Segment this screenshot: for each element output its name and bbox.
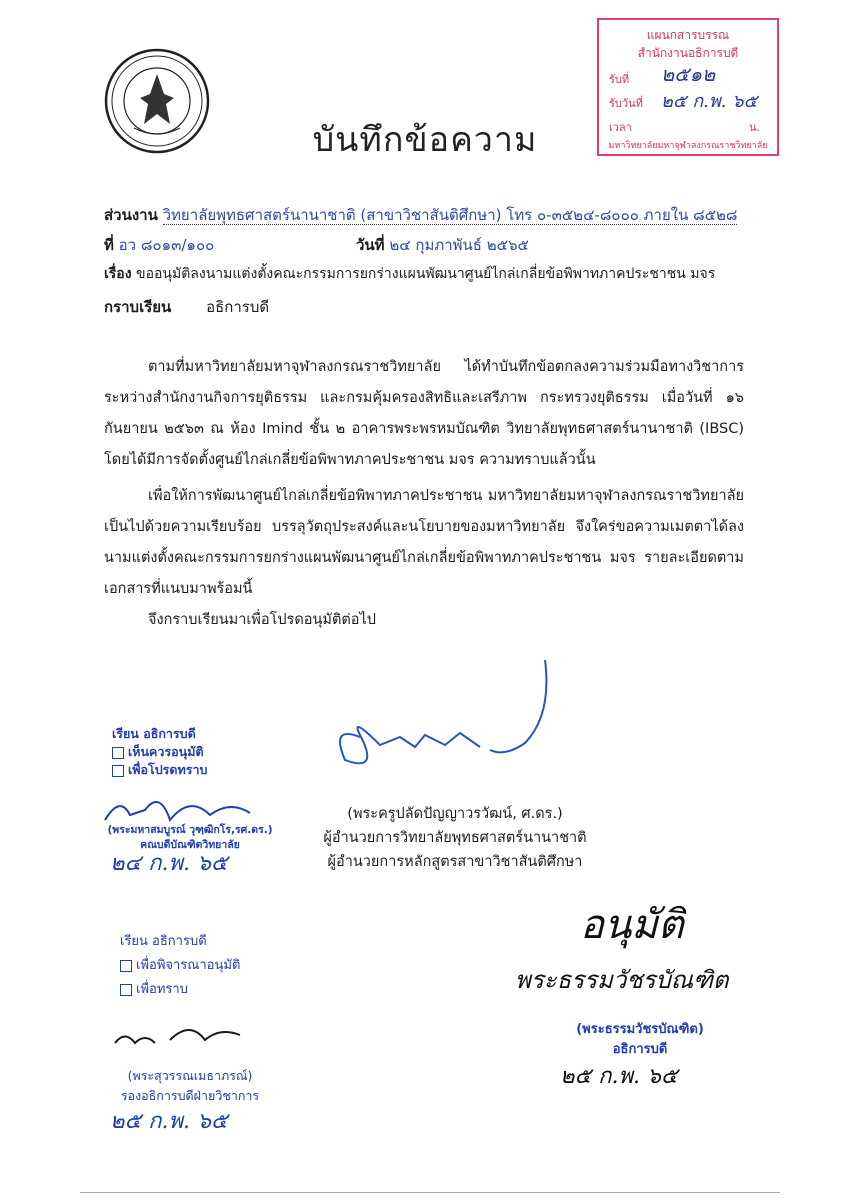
rector-name-block xyxy=(540,1020,740,1060)
vp-name-block xyxy=(100,1066,280,1106)
checkbox-icon xyxy=(120,984,132,996)
stamp-footer: มหาวิทยาลัยมหาจุฬาลงกรณราชวิทยาลัย xyxy=(608,141,768,151)
director-name: (พระครูปลัดปัญญาวรวัฒน์, ศ.ดร.) xyxy=(347,806,563,822)
vp-position: รองอธิการบดีฝ่ายวิชาการ xyxy=(120,1088,260,1103)
unit-line xyxy=(104,203,744,227)
subject-label: เรื่อง xyxy=(104,266,132,282)
dean-stamp xyxy=(112,725,292,779)
body-paragraph-1: ตามที่มหาวิทยาลัยมหาจุฬาลงกรณราชวิทยาลัย ได้ทำบันทึกข้อตกลงความร่วมมือทางวิชาการระหว่างสำนักงานกิจการยุติธรรม และกรมคุ้มครองสิทธิและเสรีภาพ กระทรวงยุติธรรม เมื่อวันที่ ๑๖ กันยายน ๒๕๖๓ ณ ห้อง Imind ชั้น ๒ อาคารพระพรหมบัณฑิต วิทยาลัยพุทธศาสตร์นานาชาติ (IBSC) โดยได้มีการจัดตั้งศูนย์ไกล่เกลี่ยข้อพิพาทภาคประชาชน มจร ความทราบแล้วนั้น xyxy=(104,359,744,468)
date-label: วันที่ xyxy=(356,236,385,254)
stamp-no-label: รับที่ xyxy=(609,73,630,86)
vp-stamp-opt2: เพื่อทราบ xyxy=(136,982,188,997)
body-paragraph-2: เพื่อให้การพัฒนาศูนย์ไกล่เกลี่ยข้อพิพาทภาคประชาชน มหาวิทยาลัยมหาจุฬาลงกรณราชวิทยาลัย เป็นไปด้วยความเรียบร้อย บรรลุวัตถุประสงค์และนโยบายของมหาวิทยาลัย จึงใคร่ขอความเมตตาได้ลงนามแต่งตั้งคณะกรรมการยกร่างแผนพัฒนาศูนย์ไกล่เกลี่ยข้อพิพาทภาคประชาชน มจร รายละเอียดตามเอกสารที่แนบมาพร้อมนี้ xyxy=(104,488,744,597)
stamp-time-label: เวลา xyxy=(609,121,632,134)
ref-label: ที่ xyxy=(104,236,114,254)
checkbox-icon xyxy=(112,765,124,777)
body-paragraph-3: จึงกราบเรียนมาเพื่อโปรดอนุมัติต่อไป xyxy=(148,612,376,628)
director-position-1: ผู้อำนวยการวิทยาลัยพุทธศาสตร์นานาชาติ xyxy=(323,830,587,846)
ref-value: อว ๘๐๑๓/๑๐๐ xyxy=(118,236,215,254)
stamp-time-suffix: น. xyxy=(749,121,761,134)
receipt-stamp xyxy=(597,18,779,156)
dean-stamp-to: เรียน อธิการบดี xyxy=(112,726,196,741)
dean-date: ๒๔ ก.พ. ๖๕ xyxy=(110,851,228,876)
dean-position: คณบดีบัณฑิตวิทยาลัย xyxy=(140,839,240,851)
date-value: ๒๔ กุมภาพันธ์ ๒๕๖๕ xyxy=(389,236,529,254)
vp-stamp-to: เรียน อธิการบดี xyxy=(120,934,207,949)
director-position-2: ผู้อำนวยการหลักสูตรสาขาวิชาสันติศึกษา xyxy=(327,854,583,870)
dean-stamp-opt2: เพื่อโปรดทราบ xyxy=(128,762,208,777)
vp-stamp-opt1: เพื่อพิจารณาอนุมัติ xyxy=(136,958,241,973)
to-line xyxy=(104,295,269,319)
stamp-line-1: แผนกสารบรรณ xyxy=(646,28,730,42)
rector-date: ๒๕ ก.พ. ๖๕ xyxy=(560,1064,678,1089)
dean-name: (พระมหาสมบูรณ์ วุฑฺฒิกโร,รศ.ดร.) xyxy=(107,824,273,836)
director-signature xyxy=(320,655,560,775)
page-edge xyxy=(80,1192,780,1193)
unit-label: ส่วนงาน xyxy=(104,206,158,224)
rector-position: อธิการบดี xyxy=(612,1042,668,1057)
document-title: บันทึกข้อความ xyxy=(312,120,538,160)
stamp-date-label: รับวันที่ xyxy=(609,97,643,110)
vp-signature xyxy=(110,1015,250,1055)
dean-stamp-opt1: เห็นควรอนุมัติ xyxy=(128,744,204,759)
to-label: กราบเรียน xyxy=(104,298,172,316)
unit-value: วิทยาลัยพุทธศาสตร์นานาชาติ (สาขาวิชาสันติศึกษา) โทร ๐-๓๕๒๔-๘๐๐๐ ภายใน ๘๕๒๘ xyxy=(162,206,738,224)
stamp-date-value: ๒๕ ก.พ. ๖๕ xyxy=(661,91,758,112)
checkbox-icon xyxy=(112,747,124,759)
stamp-no-value: ๒๕๑๒ xyxy=(661,62,716,86)
director-signature-block xyxy=(280,802,630,874)
checkbox-checked-icon xyxy=(120,960,132,972)
rector-name: (พระธรรมวัชรบัณฑิต) xyxy=(576,1022,704,1037)
to-value: อธิการบดี xyxy=(206,298,270,316)
subject-value: ขออนุมัติลงนามแต่งตั้งคณะกรรมการยกร่างแผนพัฒนาศูนย์ไกล่เกลี่ยข้อพิพาทภาคประชาชน มจร xyxy=(136,266,716,282)
stamp-line-2: สำนักงานอธิการบดี xyxy=(637,46,739,60)
ref-line xyxy=(104,233,214,257)
vp-name: (พระสุวรรณเมธาภรณ์) xyxy=(127,1068,253,1083)
vp-stamp xyxy=(120,930,310,1002)
rector-approval-handwriting: อนุมัติ xyxy=(580,902,684,948)
date-line xyxy=(356,233,529,257)
vp-date: ๒๕ ก.พ. ๖๕ xyxy=(110,1109,228,1134)
rector-signature: พระธรรมวัชรบัณฑิต xyxy=(515,966,729,994)
subject-line xyxy=(104,263,764,285)
